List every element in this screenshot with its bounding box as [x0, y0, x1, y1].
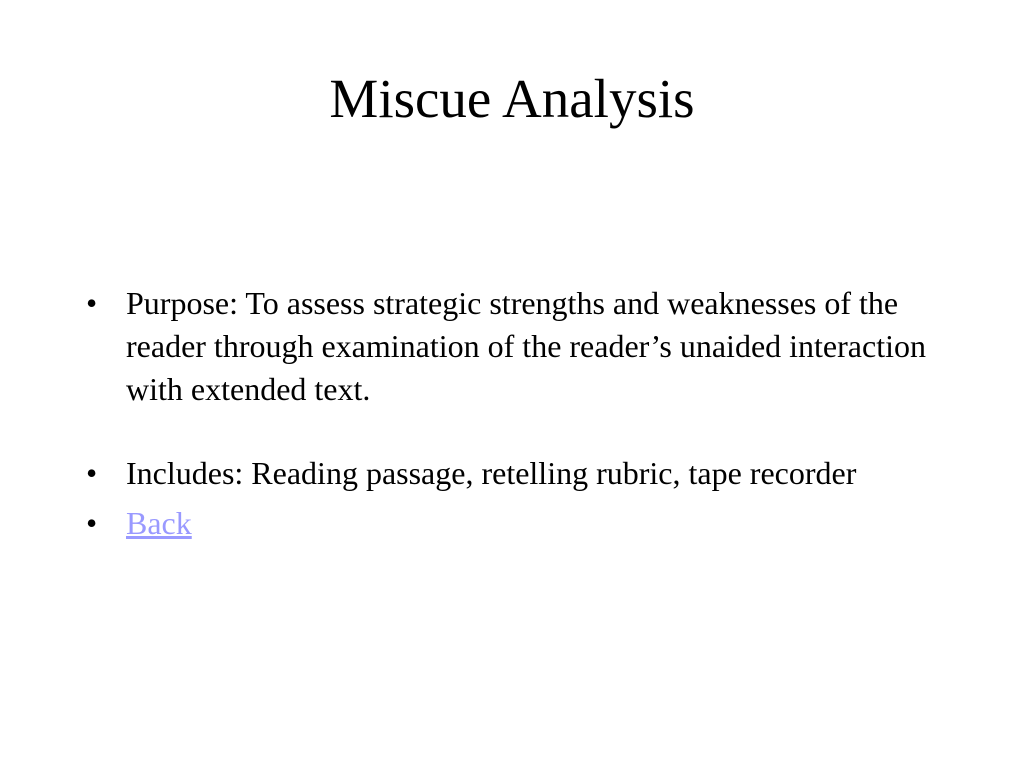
slide-title: Miscue Analysis	[329, 68, 695, 129]
back-link[interactable]: Back	[126, 505, 192, 541]
bullet-list	[86, 282, 926, 545]
bullet-dot-icon: •	[86, 455, 98, 491]
bullet-dot-icon: •	[86, 285, 98, 321]
bullet-back	[86, 502, 926, 545]
bullet-purpose	[86, 282, 926, 411]
bullet-purpose-text: Purpose: To assess strategic strengths and weaknesses of the reader through examination of the reader’s unaided interaction with extended text.	[126, 285, 926, 407]
bullet-includes	[86, 452, 926, 495]
bullet-dot-icon: •	[86, 505, 98, 541]
bullet-includes-text: Includes: Reading passage, retelling rubric, tape recorder	[126, 455, 857, 491]
